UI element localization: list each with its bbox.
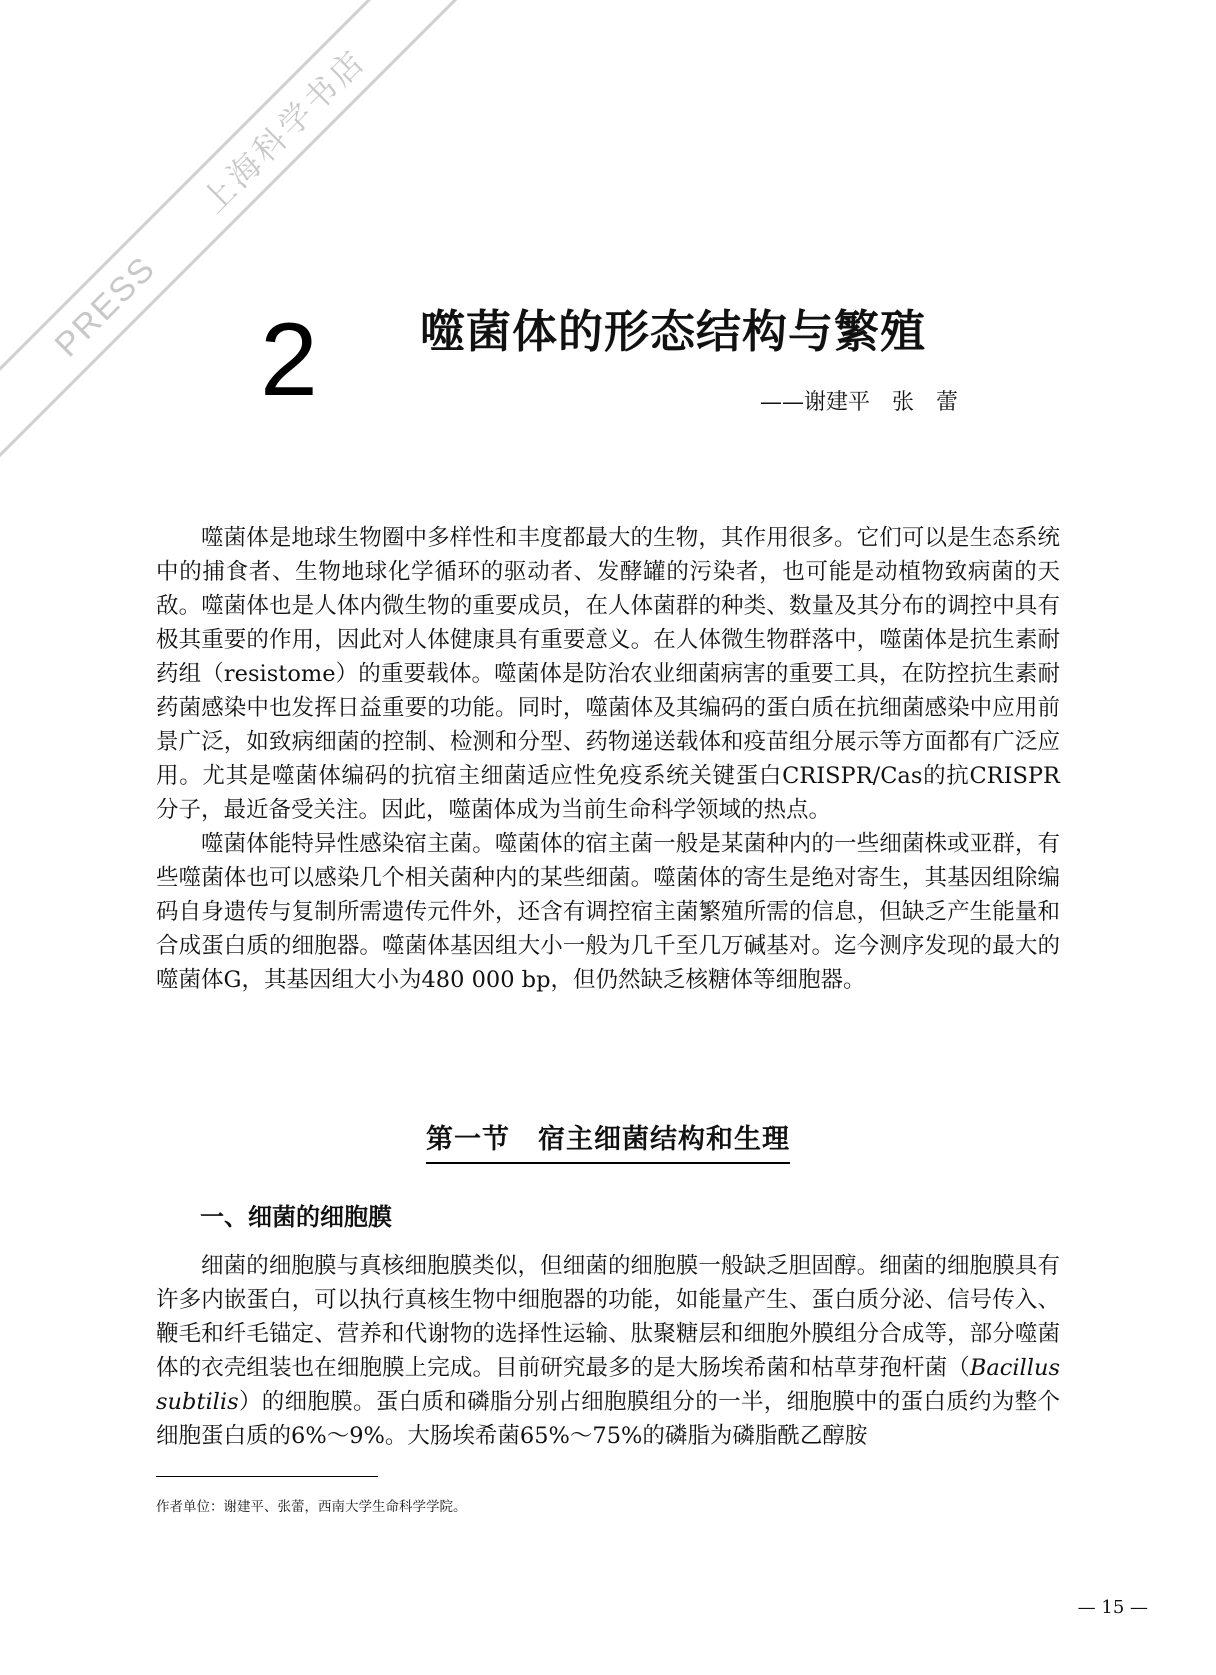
section-heading-text: 第一节 宿主细菌结构和生理 [426, 1124, 790, 1164]
footnote: 作者单位：谢建平、张蕾，西南大学生命科学学院。 [156, 1499, 467, 1515]
membrane-text-part2: ）的细胞膜。蛋白质和磷脂分别占细胞膜组分的一半，细胞膜中的蛋白质约为整个细胞蛋白质的6%～9%。大肠埃希菌65%～75%的磷脂为磷脂酰乙醇胺 [156, 1389, 1060, 1449]
intro-text [156, 521, 1060, 997]
species-name: Bacillus subtilis [156, 1355, 1060, 1415]
membrane-text [156, 1249, 1060, 1453]
chapter-authors: ——谢建平 张 蕾 [759, 390, 958, 415]
footnote-divider [156, 1476, 378, 1477]
chapter-title: 噬菌体的形态结构与繁殖 [420, 305, 927, 358]
membrane-text-part1: 细菌的细胞膜与真核细胞膜类似，但细菌的细胞膜一般缺乏胆固醇。细菌的细胞膜具有许多内嵌蛋白，可以执行真核生物中细胞器的功能，如能量产生、蛋白质分泌、信号传入、鞭毛和纤毛锚定、营养和代谢物的选择性运输、肽聚糖层和细胞外膜组分合成等，部分噬菌体的衣壳组装也在细胞膜上完成。目前研究最多的是大肠埃希菌和枯草芽孢杆菌（ [156, 1253, 1060, 1381]
chapter-number: 2 [260, 302, 318, 418]
intro-paragraph: 噬菌体能特异性感染宿主菌。噬菌体的宿主菌一般是某菌种内的一些细菌株或亚群，有些噬菌体也可以感染几个相关菌种内的某些细菌。噬菌体的寄生是绝对寄生，其基因组除编码自身遗传与复制所需遗传元件外，还含有调控宿主菌繁殖所需的信息，但缺乏产生能量和合成蛋白质的细胞器。噬菌体基因组大小一般为几千至几万碱基对。迄今测序发现的最大的噬菌体G，其基因组大小为480 000 bp，但仍然缺乏核糖体等细胞器。 [156, 831, 1060, 993]
watermark-text-zh: 上海科学书店 [194, 41, 374, 221]
watermark-text-en: PRESS [47, 248, 163, 365]
page-number: — 15 — [1077, 1597, 1148, 1618]
membrane-paragraph [156, 1249, 1060, 1453]
publisher-watermark [0, 0, 487, 479]
subsection-heading: 一、细菌的细胞膜 [200, 1203, 392, 1231]
section-heading [0, 1124, 1216, 1164]
intro-paragraph: 噬菌体是地球生物圈中多样性和丰度都最大的生物，其作用很多。它们可以是生态系统中的捕食者、生物地球化学循环的驱动者、发酵罐的污染者，也可能是动植物致病菌的天敌。噬菌体也是人体内微生物的重要成员，在人体菌群的种类、数量及其分布的调控中具有极其重要的作用，因此对人体健康具有重要意义。在人体微生物群落中，噬菌体是抗生素耐药组（resistome）的重要载体。噬菌体是防治农业细菌病害的重要工具，在防控抗生素耐药菌感染中也发挥日益重要的功能。同时，噬菌体及其编码的蛋白质在抗细菌感染中应用前景广泛，如致病细菌的控制、检测和分型、药物递送载体和疫苗组分展示等方面都有广泛应用。尤其是噬菌体编码的抗宿主细菌适应性免疫系统关键蛋白CRISPR/Cas的抗CRISPR分子，最近备受关注。因此，噬菌体成为当前生命科学领域的热点。 [156, 525, 1060, 823]
